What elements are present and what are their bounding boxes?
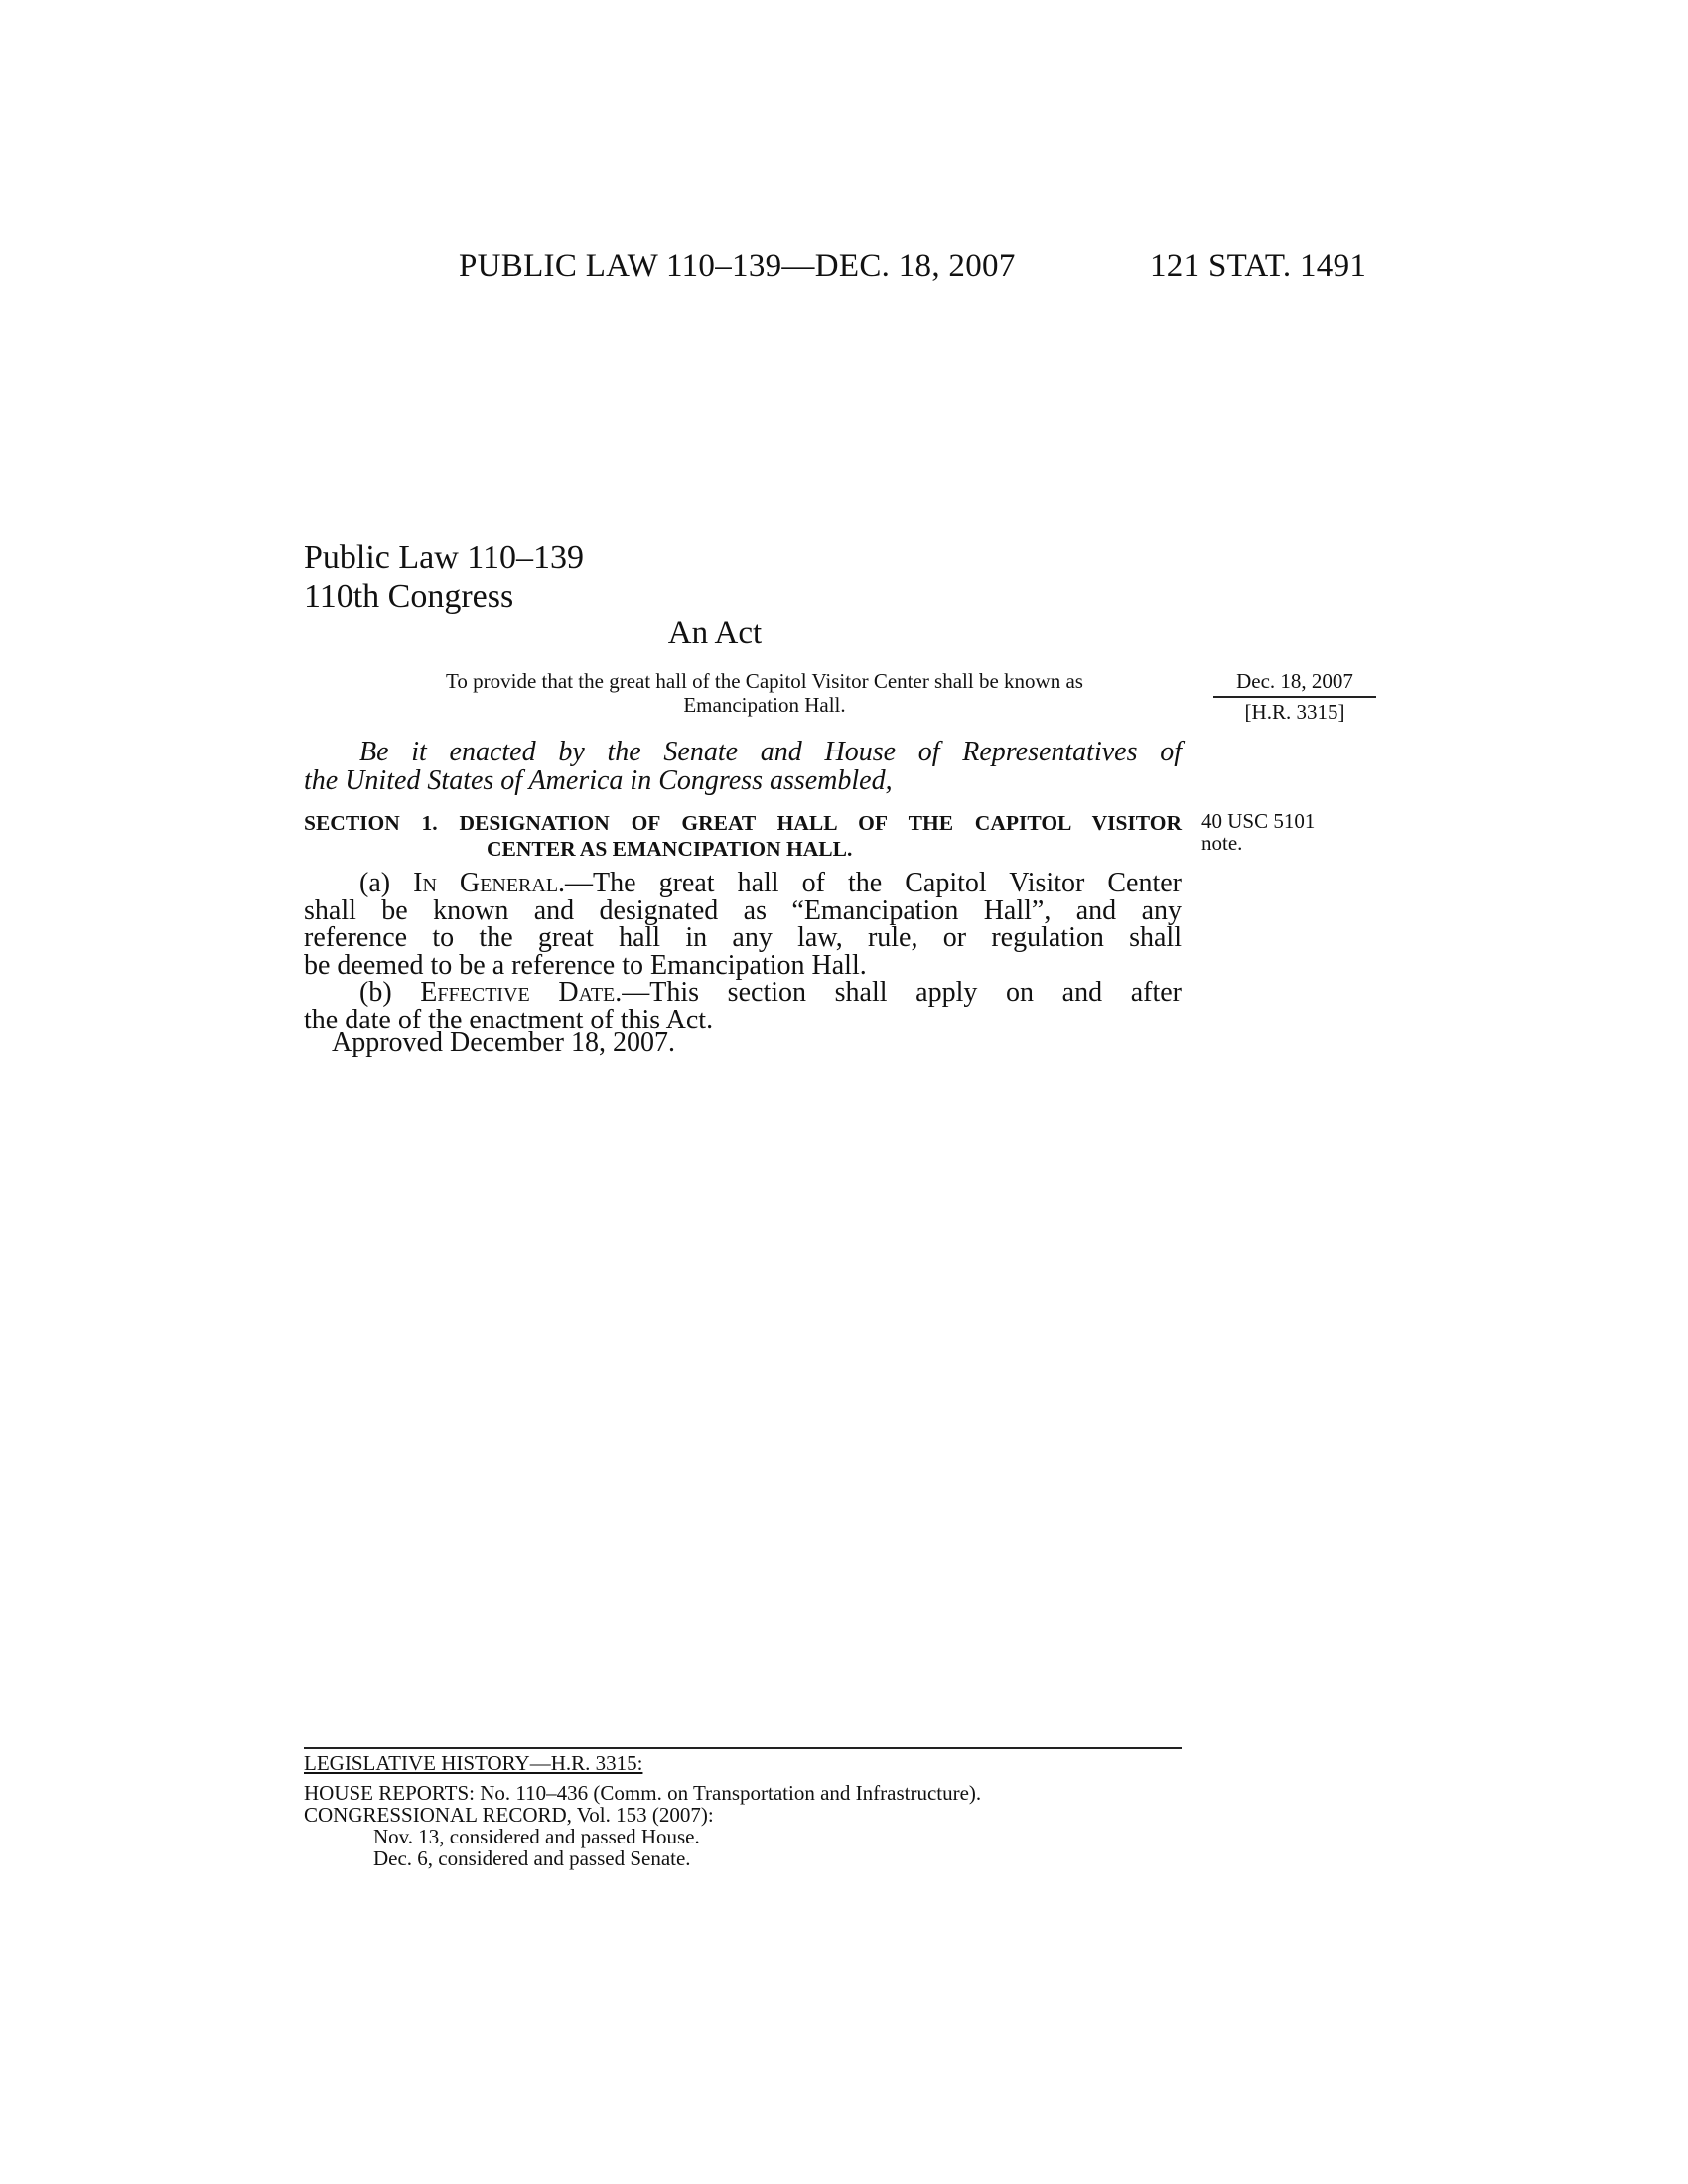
- legislative-history-title: LEGISLATIVE HISTORY—H.R. 3315:: [304, 1751, 643, 1775]
- legislative-history-divider: [304, 1747, 1182, 1749]
- side-note-date: Dec. 18, 2007: [1213, 669, 1376, 698]
- subsection-a-marker: (a): [359, 868, 414, 898]
- side-note-usc-citation: [1201, 810, 1315, 854]
- subsection-a-line-3: reference to the great hall in any law, rule, or regulation shall: [304, 922, 1182, 954]
- act-title: An Act: [667, 615, 763, 651]
- side-note-bill-number: [H.R. 3315]: [1244, 700, 1345, 724]
- purpose-line-2: Emancipation Hall.: [683, 693, 846, 717]
- section-heading: [304, 810, 1182, 862]
- subsection-b-line-2: the date of the enactment of this Act.: [304, 1004, 714, 1035]
- subsection-a-line-1-text: .—The great hall of the Capitol Visitor Center: [558, 868, 1182, 898]
- subsection-b-line-1-text: .—This section shall apply on and after: [615, 977, 1182, 1009]
- section-heading-line-2: CENTER AS EMANCIPATION HALL.: [487, 837, 853, 861]
- history-item-senate: Dec. 6, considered and passed Senate.: [373, 1846, 691, 1870]
- purpose-line-1: To provide that the great hall of the Capitol Visitor Center shall be known as: [446, 669, 1083, 693]
- running-header-right: 121 STAT. 1491: [1150, 248, 1367, 284]
- approval-date: Approved December 18, 2007.: [332, 1027, 676, 1058]
- legislative-history: [304, 1752, 981, 1869]
- subsection-b-caption: Effective Date: [420, 977, 616, 1009]
- usc-citation-line-1: 40 USC 5101: [1201, 809, 1316, 833]
- usc-citation-line-2: note.: [1201, 831, 1243, 855]
- purpose-statement: [338, 669, 1192, 717]
- public-law-number: Public Law 110–139: [304, 539, 585, 576]
- subsection-b-line-1: [304, 979, 1182, 1007]
- section-heading-line-1: SECTION 1. DESIGNATION OF GREAT HALL OF THE CAPITOL VISITOR: [304, 811, 1182, 835]
- subsection-a-line-1: [304, 870, 1182, 897]
- history-item-house: Nov. 13, considered and passed House.: [373, 1825, 700, 1848]
- enacting-line-2: the United States of America in Congress assembled,: [304, 765, 893, 796]
- congressional-record: CONGRESSIONAL RECORD, Vol. 153 (2007):: [304, 1803, 714, 1827]
- enacting-line-1: Be it enacted by the Senate and House of Representatives of: [359, 737, 1182, 767]
- running-header-left: PUBLIC LAW 110–139—DEC. 18, 2007: [459, 248, 1016, 284]
- house-reports: HOUSE REPORTS: No. 110–436 (Comm. on Transportation and Infrastructure).: [304, 1781, 982, 1805]
- subsection-a-line-4: be deemed to be a reference to Emancipation Hall.: [304, 949, 867, 981]
- subsection-a-line-2: shall be known and designated as “Emancipation Hall”, and any: [304, 894, 1182, 926]
- enacting-clause: [304, 738, 1182, 795]
- subsection-b-marker: (b): [359, 977, 421, 1009]
- congress-label: 110th Congress: [304, 578, 514, 614]
- subsection-a-caption: In General: [413, 868, 559, 898]
- section-body: [304, 870, 1182, 1034]
